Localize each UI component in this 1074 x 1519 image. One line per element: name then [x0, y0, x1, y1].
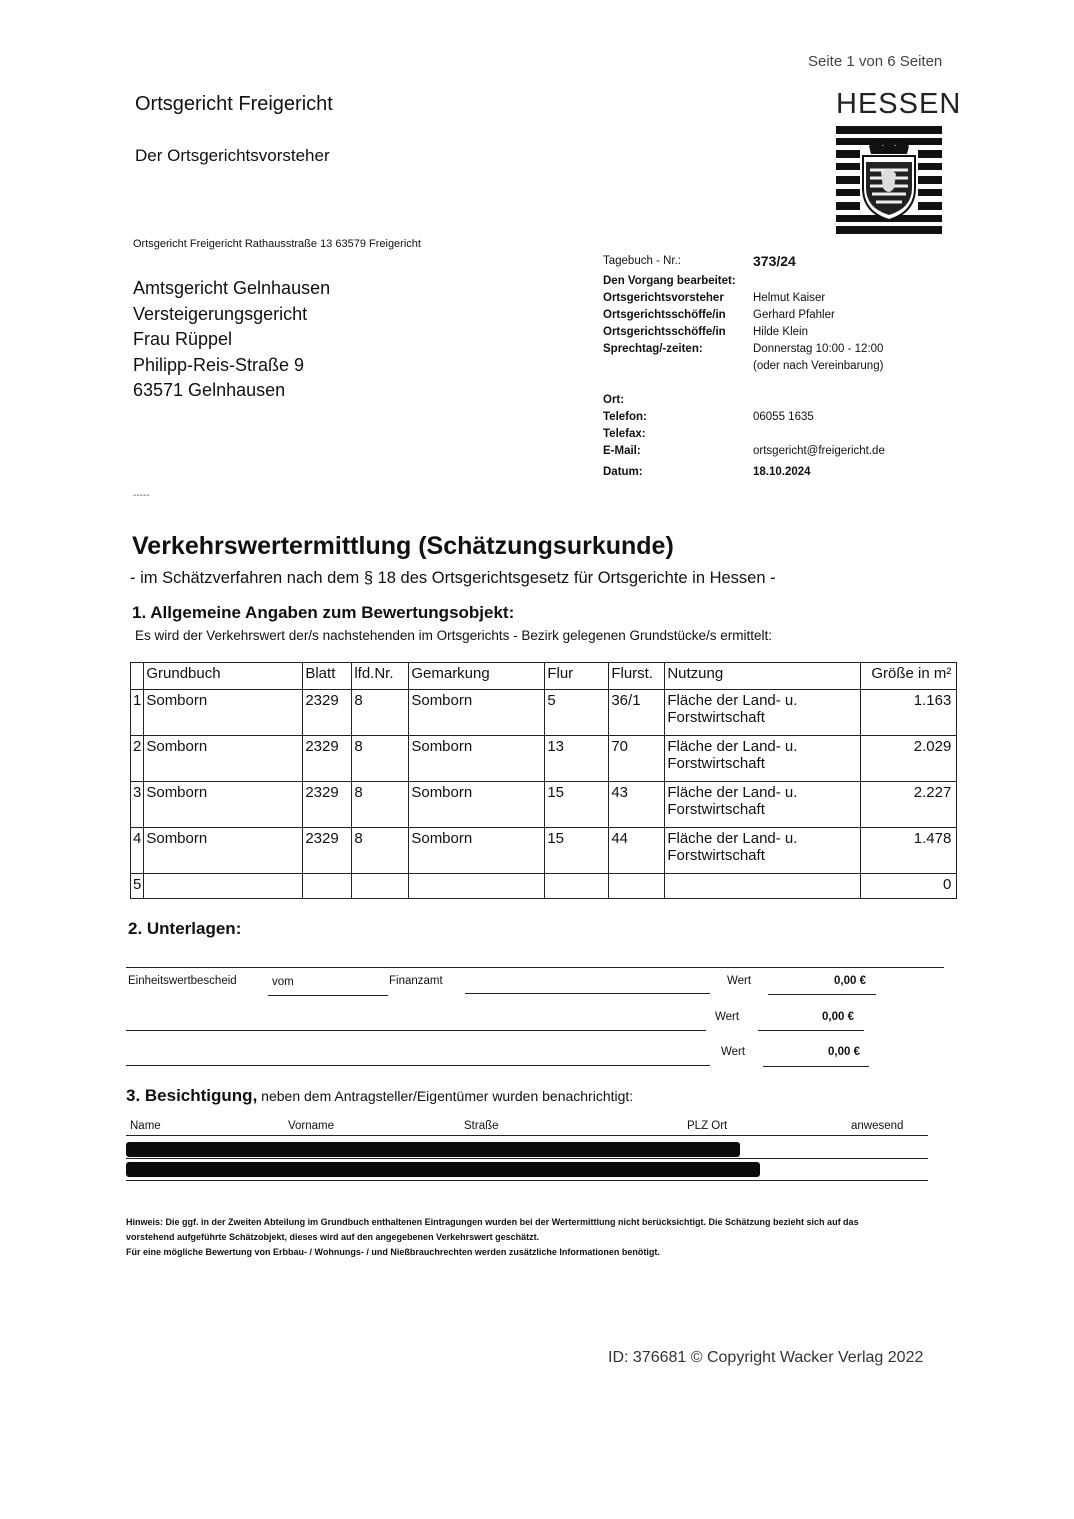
- cell-flur: 5: [545, 690, 609, 736]
- cell-groesse: 2.029: [861, 736, 957, 782]
- ort-label: Ort:: [603, 394, 625, 406]
- finanzamt-line: [465, 993, 710, 994]
- cell-grundbuch: Somborn: [144, 690, 303, 736]
- cell-empty: [303, 874, 352, 899]
- separator-mark: -----: [133, 490, 150, 501]
- wert-line: [763, 1066, 869, 1067]
- redaction-bar: [126, 1142, 740, 1157]
- table-header-cell: Flur: [545, 663, 609, 690]
- cell-blatt: 2329: [303, 690, 352, 736]
- tagebuch-label: Tagebuch - Nr.:: [603, 255, 681, 267]
- cell-gemarkung: Somborn: [409, 690, 545, 736]
- wert-value: 0,00 €: [834, 975, 866, 987]
- wert-value: 0,00 €: [822, 1011, 854, 1023]
- cell-blatt: 2329: [303, 828, 352, 874]
- recipient-line: Amtsgericht Gelnhausen: [133, 278, 331, 298]
- wert-label: Wert: [721, 1046, 746, 1058]
- datum-label: Datum:: [603, 466, 643, 478]
- divider-line: [126, 1180, 928, 1181]
- wert-label: Wert: [715, 1011, 740, 1023]
- schoeffe1-label: Ortsgerichtsschöffe/in: [603, 309, 726, 321]
- col-anwesend: anwesend: [851, 1120, 904, 1132]
- vorsteher-label: Ortsgerichtsvorsteher: [603, 292, 724, 304]
- wert-line: [768, 994, 876, 995]
- sprechtag-note: (oder nach Vereinbarung): [753, 360, 884, 372]
- sender-line: Ortsgericht Freigericht Rathausstraße 13 63579 Freigericht: [133, 238, 421, 250]
- cell-flurst: 36/1: [609, 690, 665, 736]
- cell-lfd: 8: [352, 736, 409, 782]
- vorgang-label: Den Vorgang bearbeitet:: [603, 275, 736, 287]
- vom-label: vom: [272, 976, 294, 988]
- row-number: 5: [131, 874, 144, 899]
- section2-heading: 2. Unterlagen:: [128, 919, 242, 938]
- divider-line: [126, 967, 944, 968]
- document-line: [126, 1065, 710, 1066]
- table-row: [131, 782, 957, 828]
- cell-gemarkung: Somborn: [409, 828, 545, 874]
- recipient-line: Frau Rüppel: [133, 329, 233, 349]
- wert-line: [758, 1030, 864, 1031]
- table-header-cell: Grundbuch: [144, 663, 303, 690]
- cell-grundbuch: Somborn: [144, 828, 303, 874]
- nutzung-line: Forstwirtschaft: [667, 847, 765, 864]
- finanzamt-label: Finanzamt: [389, 975, 443, 987]
- cell-gemarkung: Somborn: [409, 736, 545, 782]
- row-number: 4: [131, 828, 144, 874]
- schoeffe2-value: Hilde Klein: [753, 326, 808, 338]
- cell-flurst: 44: [609, 828, 665, 874]
- sprechtag-label: Sprechtag/-zeiten:: [603, 343, 703, 355]
- cell-empty: [545, 874, 609, 899]
- document-line: [126, 1030, 706, 1031]
- cell-blatt: 2329: [303, 782, 352, 828]
- cell-empty: [144, 874, 303, 899]
- telefon-label: Telefon:: [603, 411, 647, 423]
- org-name: Ortsgericht Freigericht: [135, 93, 333, 115]
- section3-heading: [126, 1086, 633, 1106]
- vorsteher-value: Helmut Kaiser: [753, 292, 826, 304]
- col-vorname: Vorname: [288, 1120, 335, 1132]
- divider-line: [126, 1135, 928, 1136]
- cell-lfd: 8: [352, 690, 409, 736]
- document-title: Verkehrswertermittlung (Schätzungsurkunde): [132, 532, 674, 560]
- section1-heading: 1. Allgemeine Angaben zum Bewertungsobjekt:: [132, 603, 515, 622]
- schoeffe2-label: Ortsgerichtsschöffe/in: [603, 326, 726, 338]
- hint-line: Hinweis: Die ggf. in der Zweiten Abteilung im Grundbuch enthaltenen Eintragungen wurden bei der Wertermittlung nicht berücksichtigt. Die Schätzung bezieht sich auf das: [126, 1217, 859, 1227]
- hint-line: Für eine mögliche Bewertung von Erbbau- / Wohnungs- / und Nießbrauchrechten werden zusätzliche Informationen benötigt.: [126, 1247, 660, 1257]
- nutzung-line: Fläche der Land- u.: [667, 692, 798, 709]
- cell-groesse: 2.227: [861, 782, 957, 828]
- cell-empty: [409, 874, 545, 899]
- section3-title: 3. Besichtigung,: [126, 1086, 258, 1105]
- table-header-cell: Flurst.: [609, 663, 665, 690]
- email-label: E-Mail:: [603, 445, 641, 457]
- org-subtitle: Der Ortsgerichtsvorsteher: [135, 146, 330, 165]
- telefax-label: Telefax:: [603, 428, 646, 440]
- table-header-cell: lfd.Nr.: [352, 663, 409, 690]
- cell-gemarkung: Somborn: [409, 782, 545, 828]
- page-number: Seite 1 von 6 Seiten: [808, 53, 943, 70]
- table-header-row: [131, 663, 957, 690]
- cell-lfd: 8: [352, 828, 409, 874]
- cell-nutzung: [665, 828, 861, 874]
- table-row: [131, 874, 957, 899]
- email-value: ortsgericht@freigericht.de: [753, 445, 885, 457]
- nutzung-line: Fläche der Land- u.: [667, 738, 798, 755]
- vom-line: [268, 995, 388, 996]
- hessen-crest-logo: [836, 126, 942, 234]
- tagebuch-value: 373/24: [753, 253, 796, 269]
- cell-grundbuch: Somborn: [144, 782, 303, 828]
- cell-flurst: 70: [609, 736, 665, 782]
- cell-empty: [665, 874, 861, 899]
- cell-grundbuch: Somborn: [144, 736, 303, 782]
- table-row: [131, 828, 957, 874]
- table-row: [131, 690, 957, 736]
- cell-blatt: 2329: [303, 736, 352, 782]
- footer-copyright: ID: 376681 © Copyright Wacker Verlag 2022: [608, 1349, 924, 1366]
- nutzung-line: Forstwirtschaft: [667, 709, 765, 726]
- sprechtag-value: Donnerstag 10:00 - 12:00: [753, 343, 884, 355]
- cell-empty: [352, 874, 409, 899]
- row-number: 3: [131, 782, 144, 828]
- nutzung-line: Forstwirtschaft: [667, 801, 765, 818]
- table-row: [131, 736, 957, 782]
- wert-label: Wert: [727, 975, 752, 987]
- col-name: Name: [130, 1120, 161, 1132]
- document-subtitle: - im Schätzverfahren nach dem § 18 des Ortsgerichtsgesetz für Ortsgerichte in Hessen -: [130, 569, 776, 587]
- redaction-bar: [126, 1162, 760, 1177]
- nutzung-line: Fläche der Land- u.: [667, 784, 798, 801]
- einheitswert-label: Einheitswertbescheid: [128, 975, 237, 987]
- cell-flur: 15: [545, 828, 609, 874]
- nutzung-line: Forstwirtschaft: [667, 755, 765, 772]
- cell-nutzung: [665, 736, 861, 782]
- recipient-line: 63571 Gelnhausen: [133, 380, 286, 400]
- datum-value: 18.10.2024: [753, 466, 811, 478]
- table-header-cell: Nutzung: [665, 663, 861, 690]
- cell-nutzung: [665, 782, 861, 828]
- telefon-value: 06055 1635: [753, 411, 814, 423]
- cell-flur: 13: [545, 736, 609, 782]
- state-name: HESSEN: [836, 88, 962, 120]
- table-header-cell: Größe in m²: [861, 663, 957, 690]
- cell-flurst: 43: [609, 782, 665, 828]
- schoeffe1-value: Gerhard Pfahler: [753, 309, 835, 321]
- nutzung-line: Fläche der Land- u.: [667, 830, 798, 847]
- cell-empty: [609, 874, 665, 899]
- cell-nutzung: [665, 690, 861, 736]
- parcel-table: [130, 662, 957, 899]
- col-plz-ort: PLZ Ort: [687, 1120, 728, 1132]
- recipient-line: Versteigerungsgericht: [133, 303, 308, 324]
- recipient-address: [133, 276, 330, 404]
- cell-groesse: 1.163: [861, 690, 957, 736]
- wert-value: 0,00 €: [828, 1046, 860, 1058]
- table-header-cell: Gemarkung: [409, 663, 545, 690]
- section3-text: neben dem Antragsteller/Eigentümer wurden benachrichtigt:: [257, 1088, 634, 1104]
- row-number: 1: [131, 690, 144, 736]
- section1-note: Es wird der Verkehrswert der/s nachstehenden im Ortsgerichts - Bezirk gelegenen Grundstücke/s ermittelt:: [135, 628, 773, 643]
- cell-lfd: 8: [352, 782, 409, 828]
- cell-groesse: 1.478: [861, 828, 957, 874]
- hint-text: [126, 1215, 956, 1260]
- col-strasse: Straße: [464, 1120, 499, 1132]
- table-header-cell: Blatt: [303, 663, 352, 690]
- divider-line: [126, 1158, 928, 1159]
- cell-flur: 15: [545, 782, 609, 828]
- row-number: 2: [131, 736, 144, 782]
- hint-line: vorstehend aufgeführte Schätzobjekt, dieses wird auf den angegebenen Verkehrswert geschätzt.: [126, 1232, 540, 1242]
- table-header-cell: [131, 663, 144, 690]
- recipient-line: Philipp-Reis-Straße 9: [133, 354, 305, 375]
- cell-groesse: 0: [861, 874, 957, 899]
